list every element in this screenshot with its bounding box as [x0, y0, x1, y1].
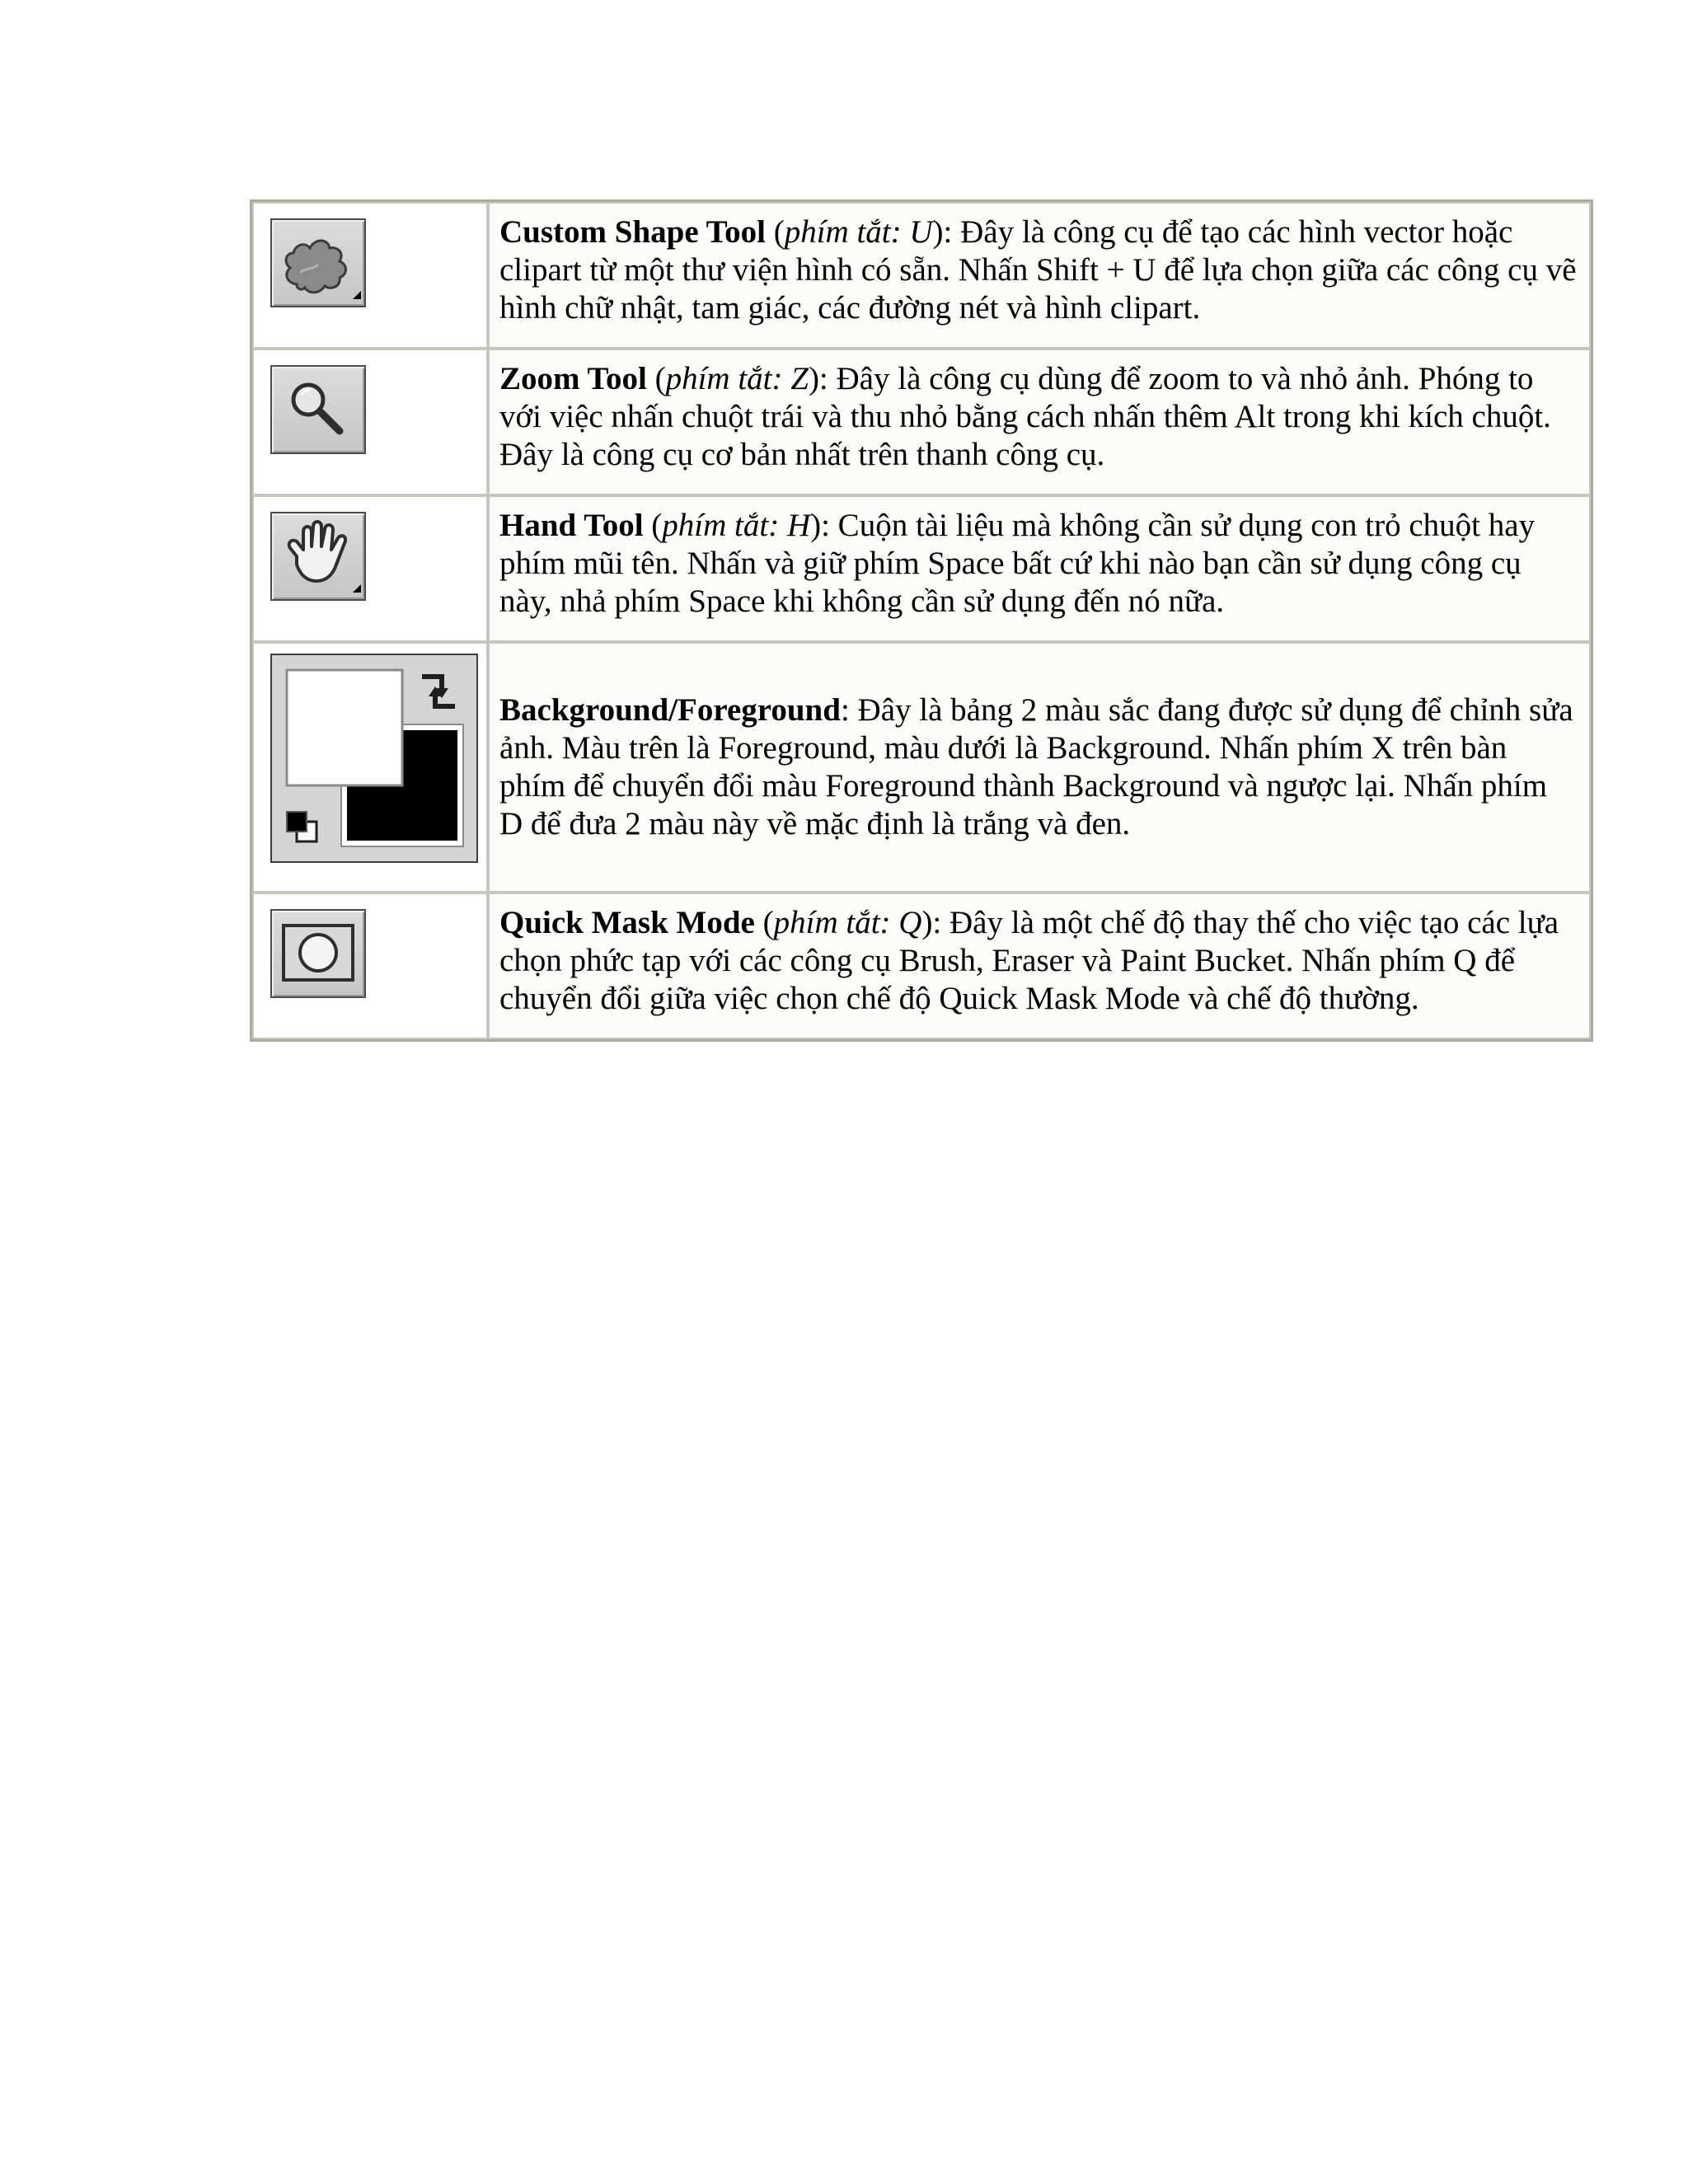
description-cell — [488, 893, 1591, 1039]
paren-open: ( — [643, 508, 663, 543]
tool-description: : Đây là bảng 2 màu sắc đang được sử dụng để chỉnh sửa ảnh. Màu trên là Foreground, màu dưới là Background. Nhấn phím X trên bàn phím để chuyển đổi màu Foreground thành Background và ngược lại. Nhấn phím D để đưa 2 màu này về mặc định là trắng và đen. — [499, 692, 1573, 841]
zoom-icon — [270, 365, 366, 454]
icon-cell — [252, 202, 488, 349]
tool-shortcut: phím tắt: Z — [665, 361, 809, 396]
table-row — [252, 202, 1591, 349]
tool-description: ): Cuộn tài liệu mà không cần sử dụng con trỏ chuột hay phím mũi tên. Nhấn và giữ phím Space bất cứ khi nào bạn cần sử dụng công cụ này, nhả phím Space khi không cần sử dụng đến nó nữa. — [499, 508, 1536, 619]
table-row — [252, 642, 1591, 893]
tool-description: ): Đây là một chế độ thay thế cho việc tạo các lựa chọn phức tạp với các công cụ Brush, Eraser và Paint Bucket. Nhấn phím Q để chuyển đổi giữa việc chọn chế độ Quick Mask Mode và chế độ thường. — [499, 905, 1559, 1016]
tool-name: Hand Tool — [499, 508, 644, 543]
description-cell — [488, 349, 1591, 495]
tool-shortcut: phím tắt: H — [662, 508, 811, 543]
tool-name: Zoom Tool — [499, 361, 647, 396]
tool-description: ): Đây là công cụ dùng để zoom to và nhỏ ảnh. Phóng to với việc nhấn chuột trái và thu nhỏ bằng cách nhấn thêm Alt trong khi kích chuột. Đây là công cụ cơ bản nhất trên thanh công cụ. — [499, 361, 1551, 472]
tools-table — [250, 199, 1593, 1042]
paren-open: ( — [754, 905, 774, 940]
table-row — [252, 893, 1591, 1039]
tool-name: Custom Shape Tool — [499, 214, 766, 250]
paren-open: ( — [765, 214, 785, 250]
quick-mask-icon — [270, 909, 366, 998]
tool-name: Quick Mask Mode — [499, 905, 755, 940]
color-swatches-icon — [270, 654, 478, 863]
table-row — [252, 495, 1591, 642]
tool-shortcut: phím tắt: U — [784, 214, 933, 250]
icon-cell — [252, 642, 488, 893]
paren-open: ( — [646, 361, 666, 396]
tool-shortcut: phím tắt: Q — [773, 905, 922, 940]
icon-cell — [252, 893, 488, 1039]
hand-icon — [270, 512, 366, 601]
icon-cell — [252, 349, 488, 495]
custom-shape-icon — [270, 218, 366, 307]
tool-description: ): Đây là công cụ để tạo các hình vector hoặc clipart từ một thư viện hình có sẵn. Nhấn Shift + U để lựa chọn giữa các công cụ vẽ hình chữ nhật, tam giác, các đường nét và hình clipart. — [499, 214, 1577, 326]
table-row — [252, 349, 1591, 495]
description-cell — [488, 202, 1591, 349]
icon-cell — [252, 495, 488, 642]
description-cell — [488, 642, 1591, 893]
description-cell — [488, 495, 1591, 642]
tool-name: Background/Foreground — [499, 692, 841, 728]
